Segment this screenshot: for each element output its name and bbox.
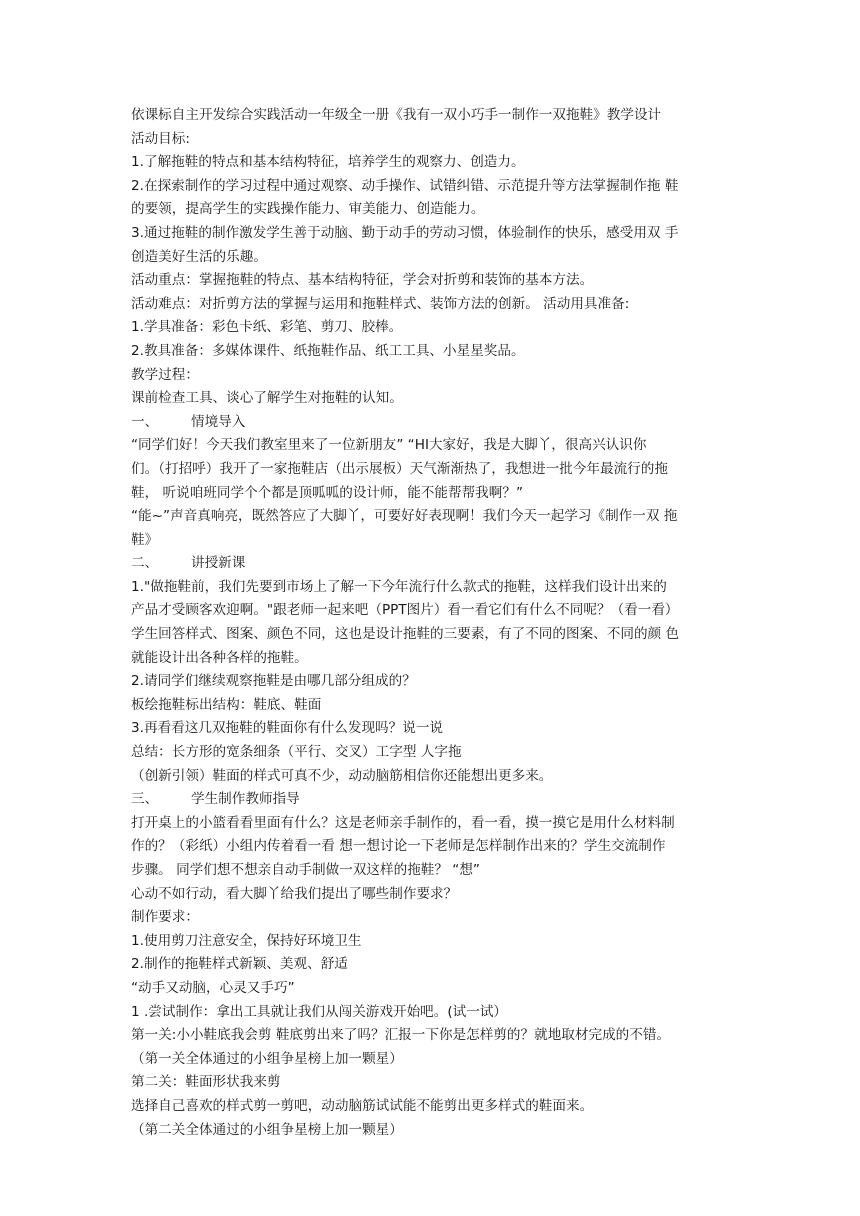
text-line: 教学过程： — [131, 366, 199, 383]
text-line: 依课标自主开发综合实践活动一年级全一册《我有一双小巧手一制作一双拖鞋》教学设计 — [131, 107, 662, 123]
text-line: 就能设计出各种各样的拖鞋。 — [131, 649, 308, 666]
text-line: 产品才受顾客欢迎啊。"跟老师一起来吧（PPT图片）看一看它们有什么不同呢？（看一看） — [131, 602, 679, 619]
text-line: “动手又动脑，心灵又手巧” — [131, 979, 295, 996]
text-line: 创造美好生活的乐趣。 — [131, 248, 267, 265]
text-line: 3.再看看这几双拖鞋的鞋面你有什么发现吗？说一说 — [131, 720, 444, 737]
text-line: 1."做拖鞋前，我们先要到市场上了解一下今年流行什么款式的拖鞋，这样我们设计出来的 — [131, 578, 667, 595]
text-line: 1.使用剪刀注意安全，保持好环境卫生 — [131, 932, 362, 949]
section-title: 情境导入 — [191, 413, 246, 430]
text-line: 的要领，提高学生的实践操作能力、审美能力、创造能力。 — [131, 201, 485, 218]
section-title: 学生制作教师指导 — [191, 791, 300, 808]
text-line: 2.请同学们继续观察拖鞋是由哪几部分组成的？ — [131, 673, 416, 690]
text-line: 活动目标: — [131, 130, 190, 147]
section-number: 二、 — [131, 555, 159, 572]
text-line: 选择自己喜欢的样式剪一剪吧，动动脑筋试试能不能剪出更多样式的鞋面来。 — [131, 1097, 594, 1114]
text-line: 板绘拖鞋标出结构：鞋底、鞋面 — [131, 696, 322, 713]
text-line: “同学们好！今天我们教室里来了一位新朋友” “HI大家好，我是大脚丫，很高兴认识你 — [131, 437, 647, 454]
text-line: 课前检查工具、谈心了解学生对拖鞋的认知。 — [131, 390, 403, 407]
text-line — [131, 411, 736, 435]
text-line: 1 .尝试制作：拿出工具就让我们从闯关游戏开始吧。(试一试） — [131, 1003, 508, 1020]
text-line: 第二关：鞋面形状我来剪 — [131, 1074, 281, 1091]
text-line: 步骤。 同学们想不想亲自动手制做一双这样的拖鞋？ “想” — [131, 862, 480, 878]
text-line: 1.学具准备：彩色卡纸、彩笔、剪刀、胶棒。 — [131, 319, 403, 336]
text-line: 1.了解拖鞋的特点和基本结构特征，培养学生的观察力、创造力。 — [131, 154, 525, 171]
text-line: 们。（打招呼）我开了一家拖鞋店（出示展板）天气渐渐热了，我想进一批今年最流行的拖 — [131, 460, 668, 477]
section-title: 讲授新课 — [191, 555, 246, 572]
text-line: （第二关全体通过的小组争星榜上加一颗星） — [131, 1121, 403, 1138]
text-line: “能~”声音真响亮，既然答应了大脚丫，可要好好表现啊！我们今天一起学习《制作一双 拖 — [131, 508, 678, 525]
text-line: 2.教具准备：多媒体课件、纸拖鞋作品、纸工工具、小星星奖品。 — [131, 342, 525, 359]
text-line: 2.在探索制作的学习过程中通过观察、动手操作、试错纠错、示范提升等方法掌握制作拖 鞋 — [131, 177, 679, 194]
text-line: 总结：长方形的宽条细条（平行、交叉）工字型 人字拖 — [131, 744, 462, 761]
text-line: 第一关:小小鞋底我会剪 鞋底剪出来了吗？汇报一下你是怎样剪的？就地取材完成的不错。 — [131, 1027, 671, 1044]
text-line: （第一关全体通过的小组争星榜上加一颗星） — [131, 1050, 403, 1067]
text-line: 学生回答样式、图案、颜色不同，这也是设计拖鞋的三要素，有了不同的图案、不同的颜 色 — [131, 626, 680, 643]
text-line: 活动重点：掌握拖鞋的特点、基本结构特征，学会对折剪和装饰的基本方法。 — [131, 272, 594, 289]
document-body — [131, 104, 736, 1142]
text-line: 作的？（彩纸）小组内传着看一看 想一想讨论一下老师是怎样制作出来的？学生交流制作 — [131, 838, 666, 855]
text-line: 心动不如行动，看大脚丫给我们提出了哪些制作要求？ — [131, 885, 458, 902]
text-line: 打开桌上的小篮看看里面有什么？这是老师亲手制作的，看一看，摸一摸它是用什么材料制 — [131, 814, 675, 831]
text-line: （创新引领）鞋面的样式可真不少，动动脑筋相信你还能想出更多来。 — [131, 767, 553, 784]
text-line — [131, 552, 736, 576]
text-line: 鞋， 听说咱班同学个个都是顶呱呱的设计师，能不能帮帮我啊？” — [131, 484, 523, 501]
text-line: 制作要求： — [131, 909, 199, 926]
text-line: 活动难点：对折剪方法的掌握与运用和拖鞋样式、装饰方法的创新。 活动用具准备: — [131, 295, 630, 312]
text-line: 3.通过拖鞋的制作激发学生善于动脑、勤于动手的劳动习惯，体验制作的快乐，感受用双 手 — [131, 224, 679, 241]
text-line: 2.制作的拖鞋样式新颖、美观、舒适 — [131, 956, 348, 973]
text-line: 鞋》 — [131, 531, 159, 548]
section-number: 三、 — [131, 791, 159, 808]
section-number: 一、 — [131, 413, 159, 430]
text-line — [131, 788, 736, 812]
